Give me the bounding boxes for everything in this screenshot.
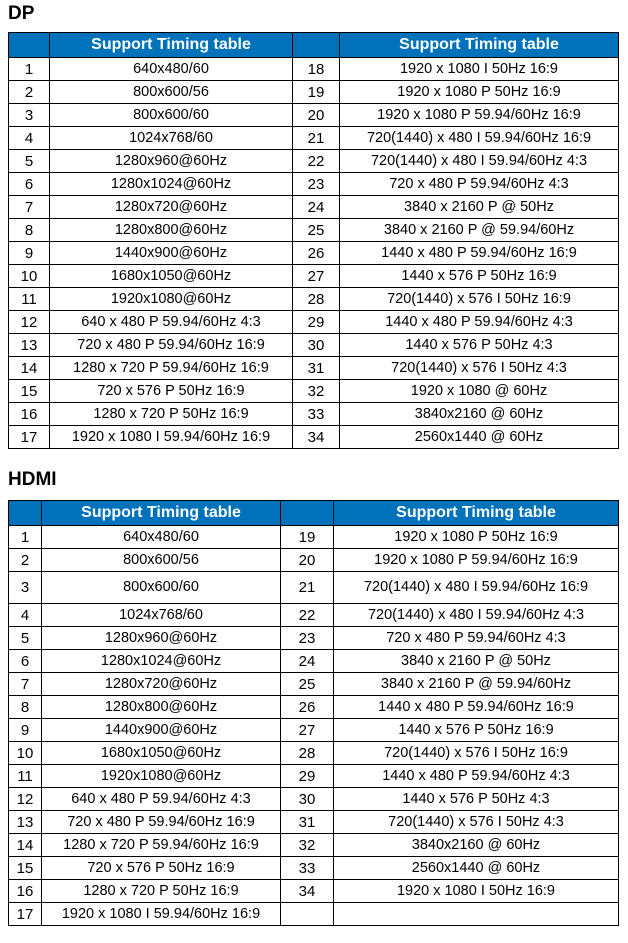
timing-mode-cell: 720 x 480 P 59.94/60Hz 16:9 (50, 334, 293, 357)
timing-number-cell: 5 (9, 150, 50, 173)
timing-mode-cell: 720(1440) x 576 I 50Hz 16:9 (340, 288, 619, 311)
timing-mode-cell: 720 x 576 P 50Hz 16:9 (50, 380, 293, 403)
timing-number-cell: 9 (9, 242, 50, 265)
table-row (9, 719, 619, 742)
table-row (9, 696, 619, 719)
table-row (9, 150, 619, 173)
timing-mode-cell: 1920 x 1080 P 59.94/60Hz 16:9 (334, 549, 619, 572)
timing-number-cell: 34 (281, 880, 334, 903)
timing-mode-cell: 1440 x 480 P 59.94/60Hz 4:3 (340, 311, 619, 334)
timing-number-cell (281, 903, 334, 926)
table-row (9, 627, 619, 650)
table-row (9, 572, 619, 604)
timing-mode-cell: 1920 x 1080 I 59.94/60Hz 16:9 (42, 903, 281, 926)
timing-number-cell: 12 (9, 311, 50, 334)
timing-number-cell: 3 (9, 104, 50, 127)
timing-number-cell: 16 (9, 403, 50, 426)
table-row (9, 426, 619, 449)
table-row (9, 265, 619, 288)
header-cell: Support Timing table (42, 501, 281, 526)
timing-mode-cell: 720 x 480 P 59.94/60Hz 4:3 (340, 173, 619, 196)
table-row (9, 549, 619, 572)
timing-number-cell: 23 (281, 627, 334, 650)
timing-number-cell: 26 (293, 242, 340, 265)
timing-number-cell: 13 (9, 811, 42, 834)
timing-mode-cell: 1440 x 576 P 50Hz 16:9 (334, 719, 619, 742)
timing-mode-cell: 720(1440) x 480 I 59.94/60Hz 16:9 (340, 127, 619, 150)
timing-number-cell: 14 (9, 834, 42, 857)
timing-number-cell: 25 (293, 219, 340, 242)
timing-mode-cell: 1440 x 576 P 50Hz 4:3 (340, 334, 619, 357)
timing-mode-cell: 1440x900@60Hz (42, 719, 281, 742)
timing-mode-cell: 720(1440) x 576 I 50Hz 4:3 (334, 811, 619, 834)
timing-number-cell: 8 (9, 219, 50, 242)
timing-number-cell: 2 (9, 81, 50, 104)
timing-number-cell: 24 (293, 196, 340, 219)
table-row (9, 173, 619, 196)
table-row (9, 380, 619, 403)
table-row (9, 196, 619, 219)
timing-number-cell: 18 (293, 58, 340, 81)
timing-mode-cell: 1920 x 1080 P 50Hz 16:9 (334, 526, 619, 549)
timing-mode-cell: 1280x800@60Hz (50, 219, 293, 242)
timing-number-cell: 21 (281, 572, 334, 604)
header-blank-cell (293, 33, 340, 58)
table-row (9, 903, 619, 926)
table-row (9, 526, 619, 549)
timing-mode-cell: 1280x720@60Hz (50, 196, 293, 219)
timing-number-cell: 14 (9, 357, 50, 380)
timing-mode-cell: 3840x2160 @ 60Hz (334, 834, 619, 857)
timing-number-cell: 30 (281, 788, 334, 811)
timing-mode-cell: 1920 x 1080 @ 60Hz (340, 380, 619, 403)
timing-mode-cell: 1920x1080@60Hz (42, 765, 281, 788)
hdmi-section-title: HDMI (8, 469, 57, 490)
timing-mode-cell: 1280x720@60Hz (42, 673, 281, 696)
timing-mode-cell: 1920 x 1080 P 50Hz 16:9 (340, 81, 619, 104)
timing-number-cell: 32 (293, 380, 340, 403)
header-blank-cell (9, 33, 50, 58)
table-row (9, 742, 619, 765)
timing-mode-cell: 1920x1080@60Hz (50, 288, 293, 311)
table-row (9, 58, 619, 81)
timing-mode-cell: 720 x 576 P 50Hz 16:9 (42, 857, 281, 880)
timing-number-cell: 31 (293, 357, 340, 380)
table-row (9, 604, 619, 627)
timing-number-cell: 2 (9, 549, 42, 572)
timing-mode-cell: 1920 x 1080 I 59.94/60Hz 16:9 (50, 426, 293, 449)
timing-mode-cell: 1280 x 720 P 50Hz 16:9 (42, 880, 281, 903)
table-row (9, 834, 619, 857)
timing-mode-cell: 3840 x 2160 P @ 59.94/60Hz (334, 673, 619, 696)
timing-mode-cell: 720(1440) x 480 I 59.94/60Hz 4:3 (334, 604, 619, 627)
timing-mode-cell: 720(1440) x 480 I 59.94/60Hz 16:9 (334, 572, 619, 604)
table-row (9, 288, 619, 311)
header-cell: Support Timing table (50, 33, 293, 58)
timing-mode-cell: 640x480/60 (42, 526, 281, 549)
table-row (9, 857, 619, 880)
timing-mode-cell: 1440 x 480 P 59.94/60Hz 4:3 (334, 765, 619, 788)
timing-number-cell: 5 (9, 627, 42, 650)
timing-mode-cell: 1024x768/60 (50, 127, 293, 150)
timing-mode-cell: 1440 x 480 P 59.94/60Hz 16:9 (334, 696, 619, 719)
timing-mode-cell: 800x600/56 (42, 549, 281, 572)
timing-mode-cell: 1440 x 480 P 59.94/60Hz 16:9 (340, 242, 619, 265)
table-header-row (9, 501, 619, 526)
timing-mode-cell: 1920 x 1080 I 50Hz 16:9 (340, 58, 619, 81)
table-row (9, 127, 619, 150)
dp-timing-table (8, 32, 619, 449)
timing-number-cell: 20 (293, 104, 340, 127)
table-row (9, 403, 619, 426)
timing-number-cell: 4 (9, 127, 50, 150)
timing-mode-cell: 800x600/60 (50, 104, 293, 127)
timing-mode-cell: 800x600/60 (42, 572, 281, 604)
timing-number-cell: 25 (281, 673, 334, 696)
dp-table-body (9, 58, 619, 449)
timing-number-cell: 22 (293, 150, 340, 173)
timing-mode-cell: 1440 x 576 P 50Hz 4:3 (334, 788, 619, 811)
timing-mode-cell: 720(1440) x 576 I 50Hz 4:3 (340, 357, 619, 380)
timing-mode-cell: 1440x900@60Hz (50, 242, 293, 265)
timing-number-cell: 15 (9, 380, 50, 403)
timing-number-cell: 31 (281, 811, 334, 834)
timing-number-cell: 6 (9, 173, 50, 196)
timing-mode-cell: 1280x1024@60Hz (42, 650, 281, 673)
timing-number-cell: 34 (293, 426, 340, 449)
table-header-row (9, 33, 619, 58)
timing-number-cell: 10 (9, 265, 50, 288)
table-row (9, 880, 619, 903)
header-cell: Support Timing table (334, 501, 619, 526)
timing-number-cell: 28 (281, 742, 334, 765)
timing-number-cell: 21 (293, 127, 340, 150)
timing-mode-cell: 1280x960@60Hz (42, 627, 281, 650)
timing-mode-cell: 3840 x 2160 P @ 59.94/60Hz (340, 219, 619, 242)
header-blank-cell (9, 501, 42, 526)
timing-number-cell: 6 (9, 650, 42, 673)
timing-number-cell: 3 (9, 572, 42, 604)
timing-mode-cell: 2560x1440 @ 60Hz (340, 426, 619, 449)
timing-number-cell: 11 (9, 765, 42, 788)
timing-mode-cell: 2560x1440 @ 60Hz (334, 857, 619, 880)
header-blank-cell (281, 501, 334, 526)
timing-number-cell: 1 (9, 526, 42, 549)
timing-number-cell: 10 (9, 742, 42, 765)
timing-number-cell: 12 (9, 788, 42, 811)
timing-mode-cell: 1280 x 720 P 50Hz 16:9 (50, 403, 293, 426)
timing-mode-cell: 3840 x 2160 P @ 50Hz (340, 196, 619, 219)
timing-mode-cell: 720 x 480 P 59.94/60Hz 4:3 (334, 627, 619, 650)
timing-mode-cell: 1024x768/60 (42, 604, 281, 627)
timing-mode-cell: 1280x800@60Hz (42, 696, 281, 719)
timing-number-cell: 28 (293, 288, 340, 311)
table-row (9, 673, 619, 696)
timing-mode-cell: 1920 x 1080 I 50Hz 16:9 (334, 880, 619, 903)
timing-number-cell: 13 (9, 334, 50, 357)
timing-mode-cell: 640 x 480 P 59.94/60Hz 4:3 (42, 788, 281, 811)
timing-number-cell: 19 (281, 526, 334, 549)
timing-mode-cell: 640x480/60 (50, 58, 293, 81)
timing-number-cell: 33 (281, 857, 334, 880)
timing-number-cell: 27 (281, 719, 334, 742)
timing-number-cell: 11 (9, 288, 50, 311)
timing-mode-cell: 1280 x 720 P 59.94/60Hz 16:9 (42, 834, 281, 857)
timing-number-cell: 1 (9, 58, 50, 81)
timing-number-cell: 4 (9, 604, 42, 627)
timing-number-cell: 9 (9, 719, 42, 742)
timing-number-cell: 22 (281, 604, 334, 627)
timing-number-cell: 16 (9, 880, 42, 903)
timing-number-cell: 32 (281, 834, 334, 857)
table-row (9, 81, 619, 104)
timing-mode-cell: 720(1440) x 576 I 50Hz 16:9 (334, 742, 619, 765)
header-cell: Support Timing table (340, 33, 619, 58)
hdmi-table-body (9, 526, 619, 926)
timing-mode-cell: 1920 x 1080 P 59.94/60Hz 16:9 (340, 104, 619, 127)
timing-number-cell: 8 (9, 696, 42, 719)
table-row (9, 242, 619, 265)
timing-number-cell: 24 (281, 650, 334, 673)
timing-mode-cell: 640 x 480 P 59.94/60Hz 4:3 (50, 311, 293, 334)
timing-number-cell: 20 (281, 549, 334, 572)
timing-mode-cell: 720(1440) x 480 I 59.94/60Hz 4:3 (340, 150, 619, 173)
timing-number-cell: 33 (293, 403, 340, 426)
timing-mode-cell: 1280x960@60Hz (50, 150, 293, 173)
table-row (9, 811, 619, 834)
timing-mode-cell: 3840 x 2160 P @ 50Hz (334, 650, 619, 673)
timing-number-cell: 26 (281, 696, 334, 719)
table-row (9, 357, 619, 380)
table-row (9, 219, 619, 242)
table-row (9, 765, 619, 788)
timing-number-cell: 7 (9, 196, 50, 219)
timing-number-cell: 19 (293, 81, 340, 104)
table-row (9, 650, 619, 673)
timing-mode-cell: 3840x2160 @ 60Hz (340, 403, 619, 426)
timing-number-cell: 7 (9, 673, 42, 696)
timing-mode-cell: 800x600/56 (50, 81, 293, 104)
timing-number-cell: 23 (293, 173, 340, 196)
timing-mode-cell: 1680x1050@60Hz (50, 265, 293, 288)
timing-number-cell: 27 (293, 265, 340, 288)
timing-number-cell: 17 (9, 903, 42, 926)
timing-mode-cell: 1280 x 720 P 59.94/60Hz 16:9 (50, 357, 293, 380)
timing-mode-cell: 1680x1050@60Hz (42, 742, 281, 765)
timing-mode-cell: 1280x1024@60Hz (50, 173, 293, 196)
timing-number-cell: 30 (293, 334, 340, 357)
timing-number-cell: 17 (9, 426, 50, 449)
timing-number-cell: 15 (9, 857, 42, 880)
table-row (9, 311, 619, 334)
timing-mode-cell: 720 x 480 P 59.94/60Hz 16:9 (42, 811, 281, 834)
table-row (9, 334, 619, 357)
table-row (9, 788, 619, 811)
timing-number-cell: 29 (281, 765, 334, 788)
hdmi-timing-table (8, 500, 619, 926)
timing-number-cell: 29 (293, 311, 340, 334)
dp-section-title: DP (8, 3, 35, 24)
timing-mode-cell: 1440 x 576 P 50Hz 16:9 (340, 265, 619, 288)
timing-mode-cell (334, 903, 619, 926)
table-row (9, 104, 619, 127)
